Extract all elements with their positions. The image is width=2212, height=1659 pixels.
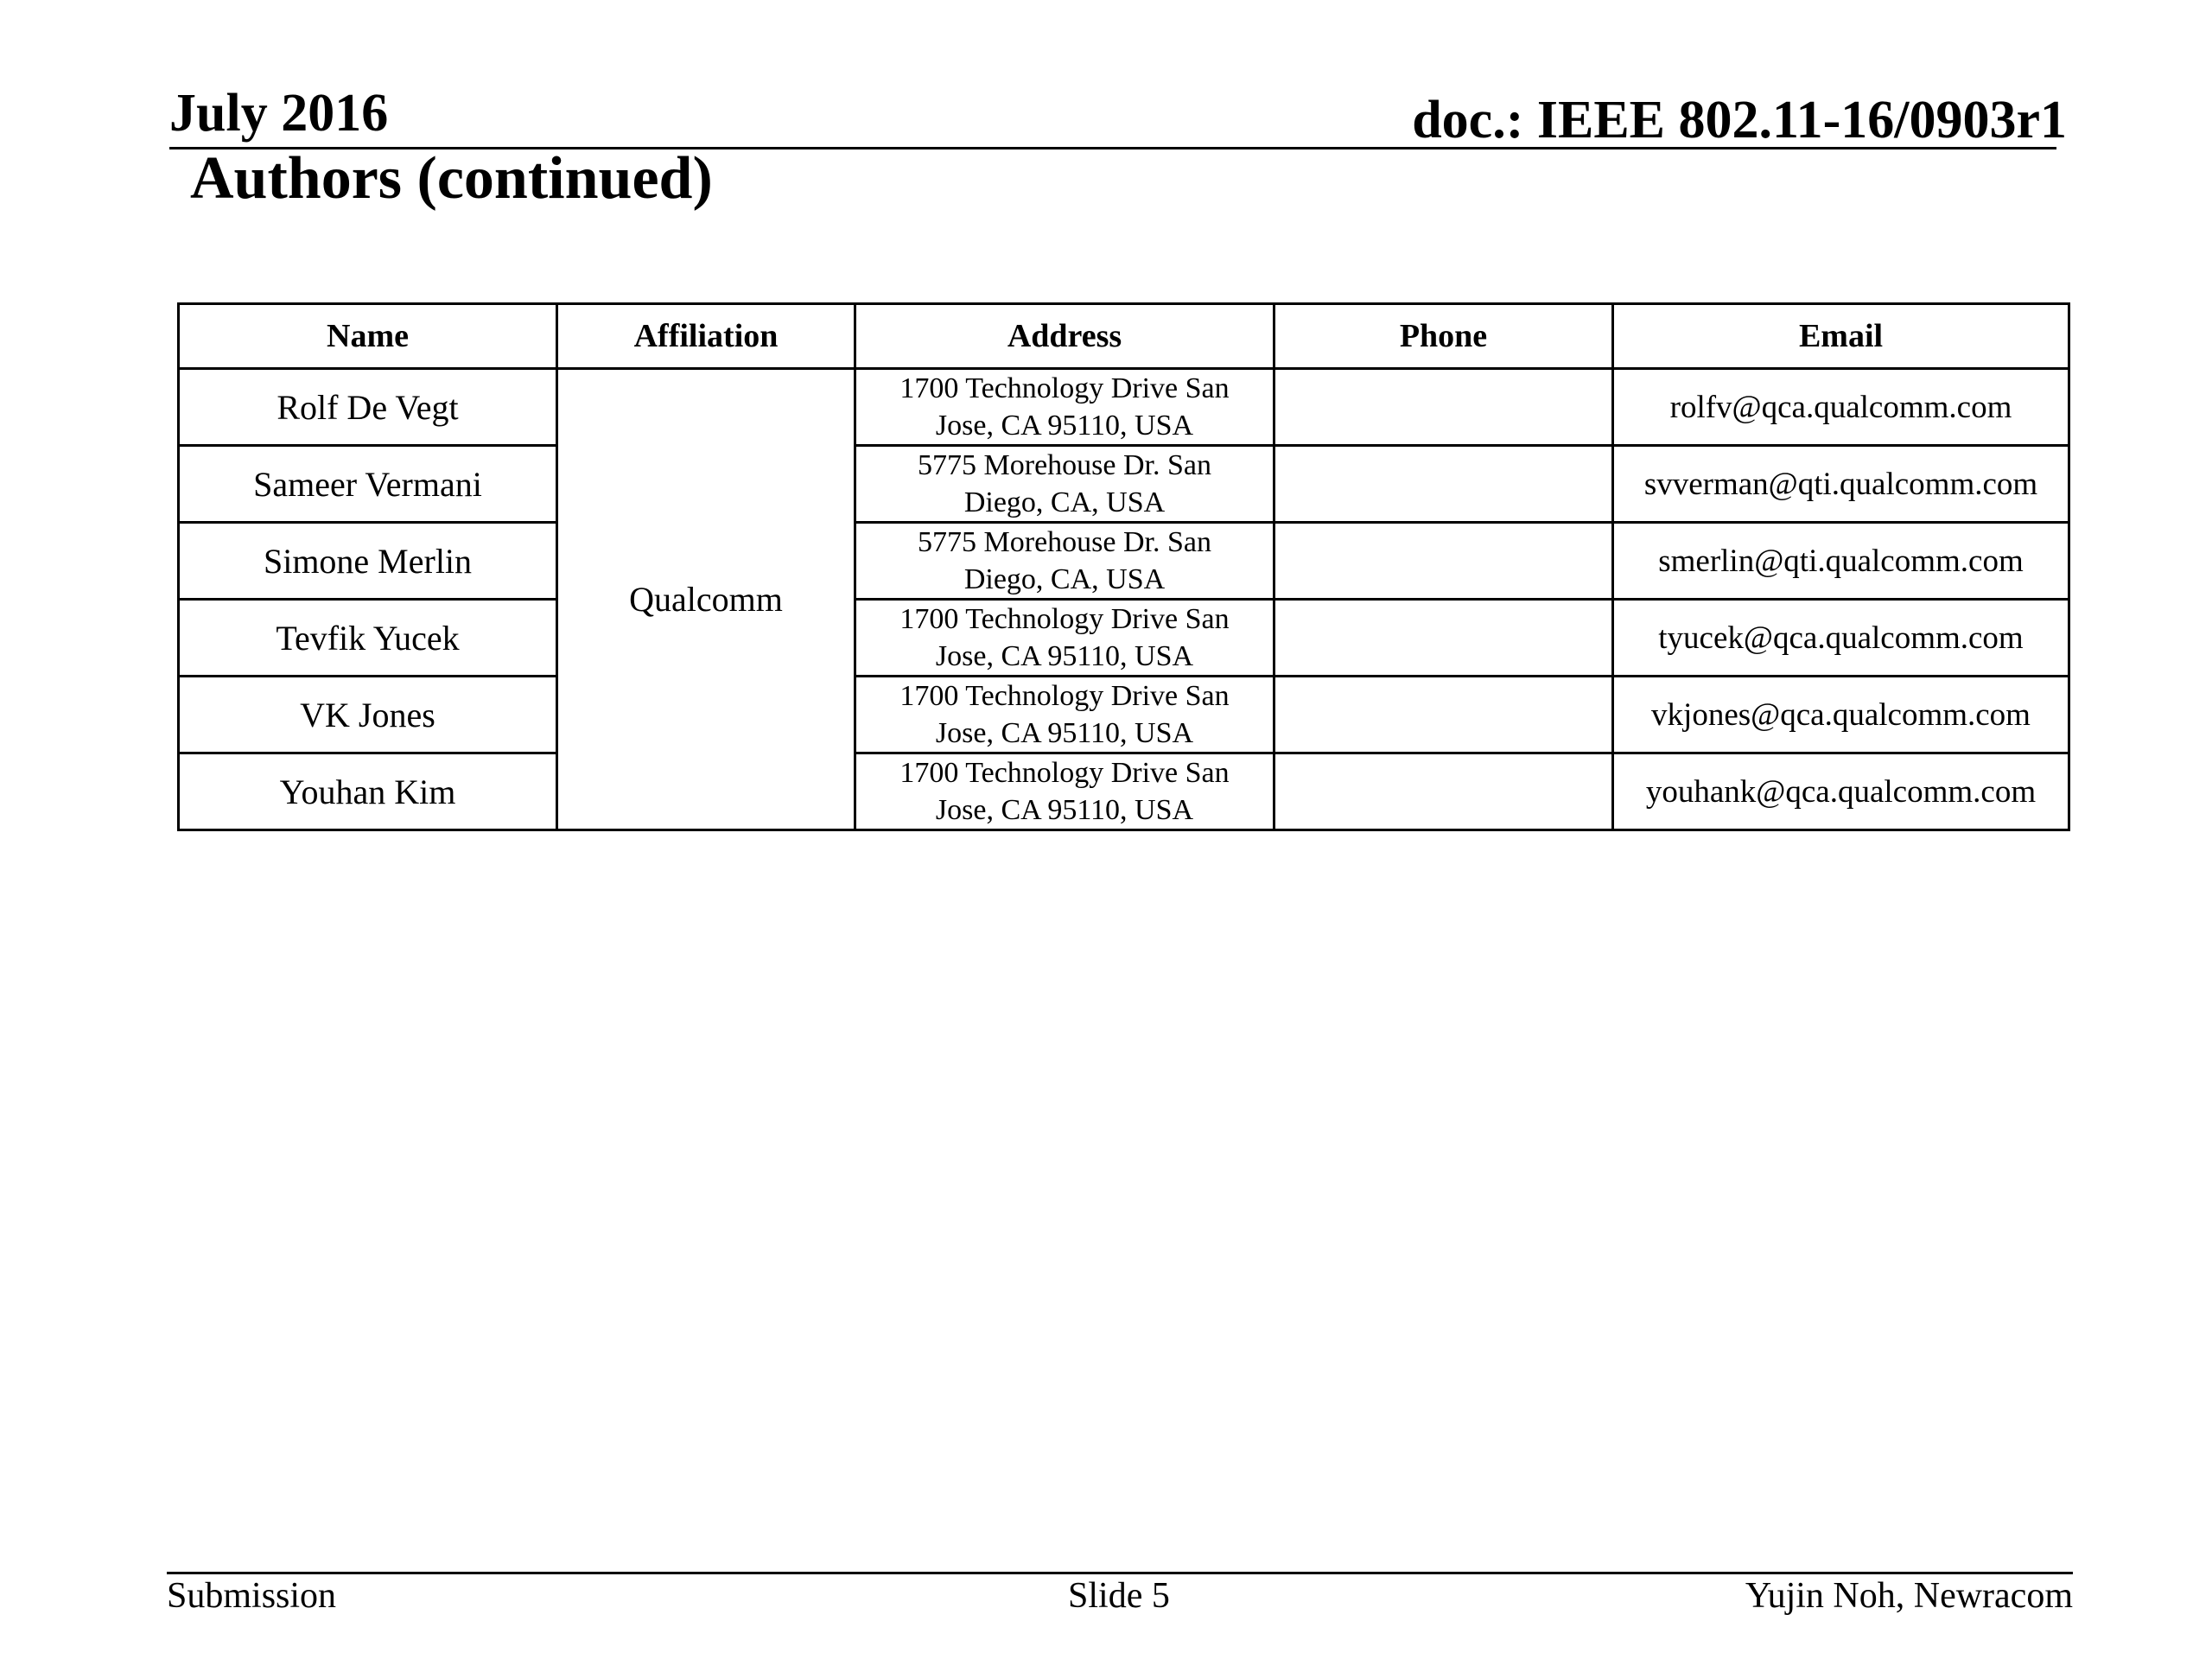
- table-row: [179, 677, 2069, 753]
- author-name: Tevfik Yucek: [179, 600, 557, 677]
- author-name: Simone Merlin: [179, 523, 557, 600]
- author-phone: [1274, 369, 1613, 446]
- column-header-affiliation: Affiliation: [557, 304, 855, 369]
- table-row: [179, 753, 2069, 830]
- author-name: Youhan Kim: [179, 753, 557, 830]
- author-name: Sameer Vermani: [179, 446, 557, 523]
- slide-title: Authors (continued): [190, 145, 713, 212]
- author-phone: [1274, 677, 1613, 753]
- author-phone: [1274, 523, 1613, 600]
- table-header-row: [179, 304, 2069, 369]
- column-header-name: Name: [179, 304, 557, 369]
- author-address: 1700 Technology Drive San Jose, CA 95110, USA: [855, 753, 1274, 830]
- header-date: July 2016: [169, 84, 389, 143]
- table-row: [179, 369, 2069, 446]
- table-row: [179, 523, 2069, 600]
- header-doc-id: doc.: IEEE 802.11-16/0903r1: [1412, 91, 2067, 149]
- author-email: rolfv@qca.qualcomm.com: [1613, 369, 2069, 446]
- footer-slide-number: Slide 5: [1068, 1576, 1170, 1616]
- author-phone: [1274, 753, 1613, 830]
- author-address: 1700 Technology Drive San Jose, CA 95110, USA: [855, 369, 1274, 446]
- author-address: 1700 Technology Drive San Jose, CA 95110, USA: [855, 600, 1274, 677]
- author-email: youhank@qca.qualcomm.com: [1613, 753, 2069, 830]
- column-header-phone: Phone: [1274, 304, 1613, 369]
- author-address: 5775 Morehouse Dr. San Diego, CA, USA: [855, 523, 1274, 600]
- column-header-address: Address: [855, 304, 1274, 369]
- author-affiliation: Qualcomm: [557, 369, 855, 830]
- author-phone: [1274, 600, 1613, 677]
- table-row: [179, 600, 2069, 677]
- author-phone: [1274, 446, 1613, 523]
- author-email: smerlin@qti.qualcomm.com: [1613, 523, 2069, 600]
- author-name: Rolf De Vegt: [179, 369, 557, 446]
- authors-table: [177, 302, 2070, 831]
- author-email: tyucek@qca.qualcomm.com: [1613, 600, 2069, 677]
- footer-submission: Submission: [167, 1576, 337, 1616]
- table-row: [179, 446, 2069, 523]
- column-header-email: Email: [1613, 304, 2069, 369]
- footer-divider: [167, 1572, 2073, 1574]
- author-address: 5775 Morehouse Dr. San Diego, CA, USA: [855, 446, 1274, 523]
- author-name: VK Jones: [179, 677, 557, 753]
- author-email: vkjones@qca.qualcomm.com: [1613, 677, 2069, 753]
- author-email: svverman@qti.qualcomm.com: [1613, 446, 2069, 523]
- author-address: 1700 Technology Drive San Jose, CA 95110, USA: [855, 677, 1274, 753]
- footer-author: Yujin Noh, Newracom: [1745, 1576, 2073, 1616]
